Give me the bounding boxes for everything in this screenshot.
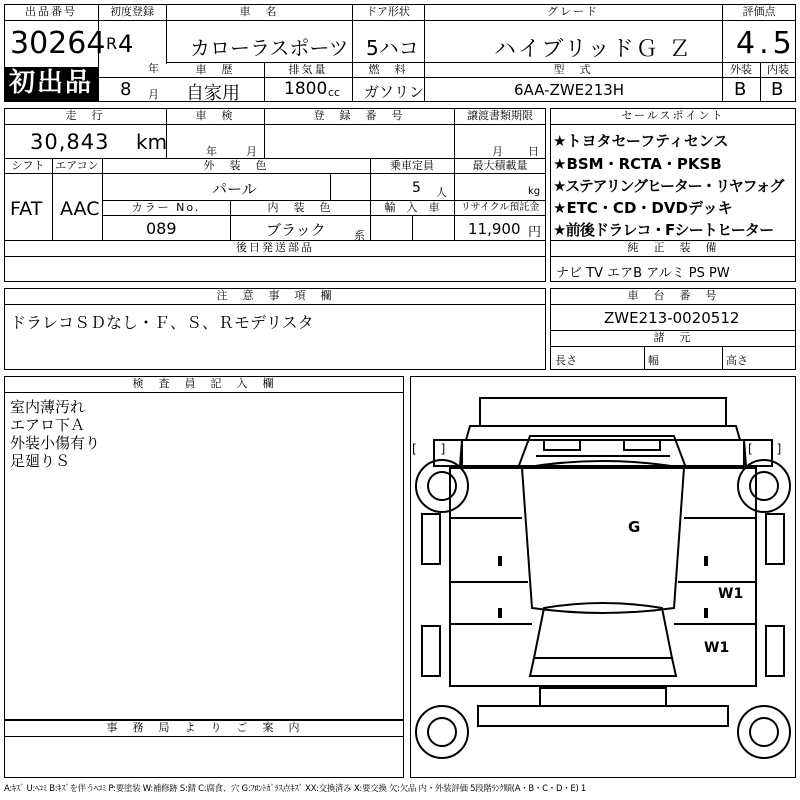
car-name-label: 車 名	[239, 5, 279, 18]
year-unit: 年	[148, 62, 159, 75]
notes-text: ドラレコＳＤなし・Ｆ、Ｓ、Ｒモデリスタ	[10, 313, 314, 332]
score-label: 評価点	[742, 5, 776, 18]
legend-text: A:ｷｽﾞ U:ﾍｺﾐ B:ｷｽﾞを伴うﾍｺﾐ P:要塗装 W:補修跡 S:錆 C:腐食、穴 G:ﾌﾛﾝﾄｶﾞﾗｽ点ｷｽﾞ XX:交換済み X:要交換 欠:欠品 内・外装評価 5段階ﾗﾝｸ順(A・B・C・D・E) 1	[4, 784, 587, 794]
model-code: 6AA-ZWE213H	[514, 81, 625, 99]
later-parts-label: 後日発送部品	[236, 241, 314, 254]
max-load-unit: kg	[528, 186, 541, 197]
first-registration-label: 初度登録	[110, 5, 154, 18]
displacement: 1800	[284, 79, 328, 99]
inspection-year-unit: 年	[206, 145, 217, 158]
interior-score-label: 内装	[767, 63, 789, 76]
shift-label: シフト	[11, 159, 45, 172]
inspector-line-1: 室内薄汚れ	[10, 398, 86, 416]
seats: 5	[412, 180, 421, 196]
interior-color: ブラック	[266, 221, 326, 239]
equipment-label: 純 正 装 備	[627, 241, 719, 254]
door-type-label: ドア形状	[366, 5, 410, 18]
width-label: 幅	[648, 354, 659, 367]
chassis-number-label: 車 台 番 号	[627, 289, 719, 302]
inspector-label: 検 査 員 記 入 欄	[132, 377, 276, 390]
mileage-label: 走 行	[65, 109, 105, 122]
score: 4.5	[736, 26, 796, 61]
sales-point-1: ★トヨタセーフティセンス	[553, 132, 729, 150]
notes-label: 注 意 事 項 欄	[216, 289, 334, 302]
exterior-score-label: 外装	[730, 63, 752, 76]
registration-year: 4	[118, 30, 134, 58]
interior-score: B	[771, 79, 784, 100]
sales-point-2: ★BSM・RCTA・PKSB	[553, 155, 722, 173]
damage-mark-right-door: W1	[718, 586, 744, 602]
month-unit: 月	[148, 88, 159, 101]
grade-label: グレード	[547, 5, 599, 18]
ac-label: エアコン	[55, 159, 99, 172]
registration-number-label: 登 録 番 号	[313, 109, 405, 122]
inspector-line-4: 足廻りＳ	[10, 452, 71, 470]
history: 自家用	[186, 83, 240, 104]
mileage-unit: km	[136, 130, 168, 154]
sales-point-3: ★ステアリングヒーター・リヤフォグ	[553, 177, 784, 195]
transfer-month-unit: 月	[492, 145, 503, 158]
height-label: 高さ	[726, 354, 748, 367]
lot-number-label: 出品番号	[25, 5, 77, 18]
exterior-color-label: 外 装 色	[203, 159, 269, 172]
displacement-unit: cc	[328, 86, 341, 99]
diagram-bracket-left: [ ]	[412, 442, 446, 456]
car-name: カローラスポーツ	[190, 36, 349, 60]
transfer-deadline-label: 譲渡書類期限	[467, 109, 533, 122]
inspection-month-unit: 月	[246, 145, 257, 158]
ac: AAC	[60, 198, 100, 220]
seats-label: 乗車定員	[390, 159, 434, 172]
fuel: ガソリン	[364, 83, 425, 101]
exterior-score: B	[734, 79, 747, 100]
color-number: 089	[146, 219, 177, 238]
model-label: 型 式	[553, 63, 593, 76]
first-listing-badge: 初出品	[4, 67, 98, 102]
diagram-bracket-right: [ ]	[748, 442, 782, 456]
mileage: 30,843	[30, 130, 110, 154]
seats-unit: 人	[436, 186, 447, 199]
sales-point-4: ★ETC・CD・DVDデッキ	[553, 199, 733, 217]
shift: FAT	[10, 198, 43, 220]
car-diagram	[410, 376, 796, 778]
fuel-label: 燃 料	[368, 63, 408, 76]
exterior-color: パール	[212, 180, 257, 198]
sales-points-label: セールスポイント	[621, 109, 725, 122]
length-label: 長さ	[555, 354, 577, 367]
history-label: 車 歴	[195, 63, 235, 76]
interior-color-suffix: 系	[354, 229, 365, 242]
damage-mark-right-rear: W1	[704, 640, 730, 656]
recycle-deposit: 11,900	[468, 220, 521, 238]
inspector-line-2: エアロ下Ａ	[10, 416, 86, 434]
import-label: 輸 入 車	[384, 201, 440, 214]
displacement-label: 排気量	[288, 63, 328, 76]
lot-number: 30264	[10, 26, 106, 61]
chassis-number: ZWE213-0020512	[604, 309, 740, 327]
dimensions-label: 諸 元	[653, 331, 693, 344]
inspector-line-3: 外装小傷有り	[10, 434, 101, 452]
max-load-label: 最大積載量	[472, 159, 528, 172]
recycle-unit: 円	[528, 225, 542, 240]
recycle-label: リサイクル預託金	[460, 202, 540, 213]
interior-color-label: 内 装 色	[267, 201, 333, 214]
equipment: ナビ TV エアB アルミ PS PW	[556, 266, 730, 281]
office-label: 事 務 局 よ り ご 案 内	[106, 721, 302, 734]
door-type: 5ハコ	[366, 36, 419, 60]
inspection-label: 車 検	[195, 109, 235, 122]
transfer-day-unit: 日	[528, 145, 539, 158]
registration-month: 8	[120, 79, 132, 100]
grade: ハイブリッドＧ Ｚ	[494, 37, 693, 62]
color-number-label: カラー No.	[131, 201, 201, 214]
era: R	[106, 34, 118, 53]
sales-point-5: ★前後ドラレコ・Fシートヒーター	[553, 221, 774, 239]
damage-mark-windshield: G	[628, 518, 641, 536]
